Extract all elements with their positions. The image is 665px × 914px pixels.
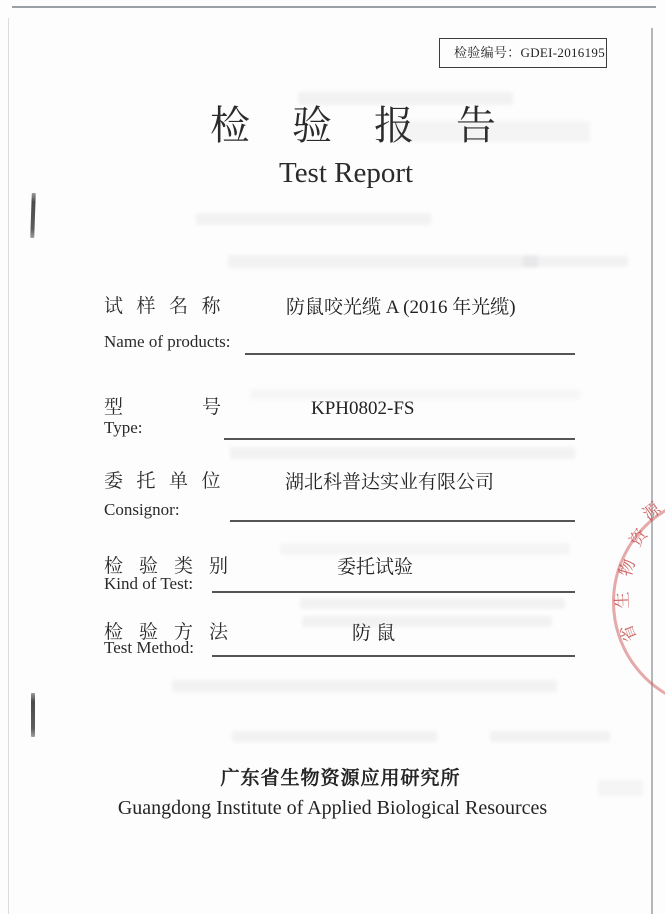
report-number-box [439,38,607,68]
bleedthrough-artifact [298,92,513,105]
bleedthrough-artifact [598,780,643,796]
field-label-en: Kind of Test: [104,574,194,593]
field-value: 委托试验 [337,557,414,578]
field-label-cn: 型号 [104,397,301,418]
field-label-cn: 检验类别 [104,556,245,577]
bleedthrough-artifact [300,598,565,609]
field-underline [224,438,575,440]
institute-name-chinese: 广东省生物资源应用研究所 [220,768,461,789]
field-value: KPH0802-FS [311,398,415,419]
bleedthrough-artifact [250,389,580,400]
bleedthrough-artifact [228,255,538,268]
bleedthrough-artifact [280,543,570,555]
field-label-cn: 委托单位 [104,471,235,492]
field-label-en: Test Method: [104,638,194,657]
page-title-english: Test Report [279,157,414,189]
field-label-en: Type: [104,418,143,437]
seal-character: 生 [612,591,633,609]
field-value: 防鼠咬光缆 A (2016 年光缆) [286,297,516,318]
seal-character: 物 [615,556,640,579]
field-label-cn: 试样名称 [104,296,235,317]
report-number-label: 检验编号： [454,45,521,60]
staple-mark-top [30,193,36,238]
field-label-en: Consignor: [104,500,180,519]
bleedthrough-artifact [302,616,552,627]
bleedthrough-artifact [490,731,610,742]
bleedthrough-artifact [196,213,431,225]
bleedthrough-artifact [230,447,575,459]
bleedthrough-artifact [172,680,557,692]
report-number-value: GDEI-2016195 [520,45,605,60]
seal-character: 资 [625,525,652,551]
field-value: 湖北科普达实业有限公司 [285,472,495,493]
page-top-edge [12,6,656,8]
seal-character: 源 [639,498,665,525]
bleedthrough-artifact [392,121,590,142]
field-label-cn: 检验方法 [104,622,245,643]
field-underline [245,353,575,355]
bleedthrough-artifact [523,256,628,267]
field-underline [212,655,575,657]
bleedthrough-artifact [232,731,437,742]
field-label-en: Name of products: [104,332,231,351]
field-underline [212,591,575,593]
page-title-chinese: 检验报告 [210,104,538,148]
institute-name-english: Guangdong Institute of Applied Biological Resources [117,797,548,819]
staple-mark-bottom [31,693,35,737]
field-value: 防 鼠 [352,623,396,644]
seal-character: 省 [616,621,641,645]
field-underline [230,520,575,522]
